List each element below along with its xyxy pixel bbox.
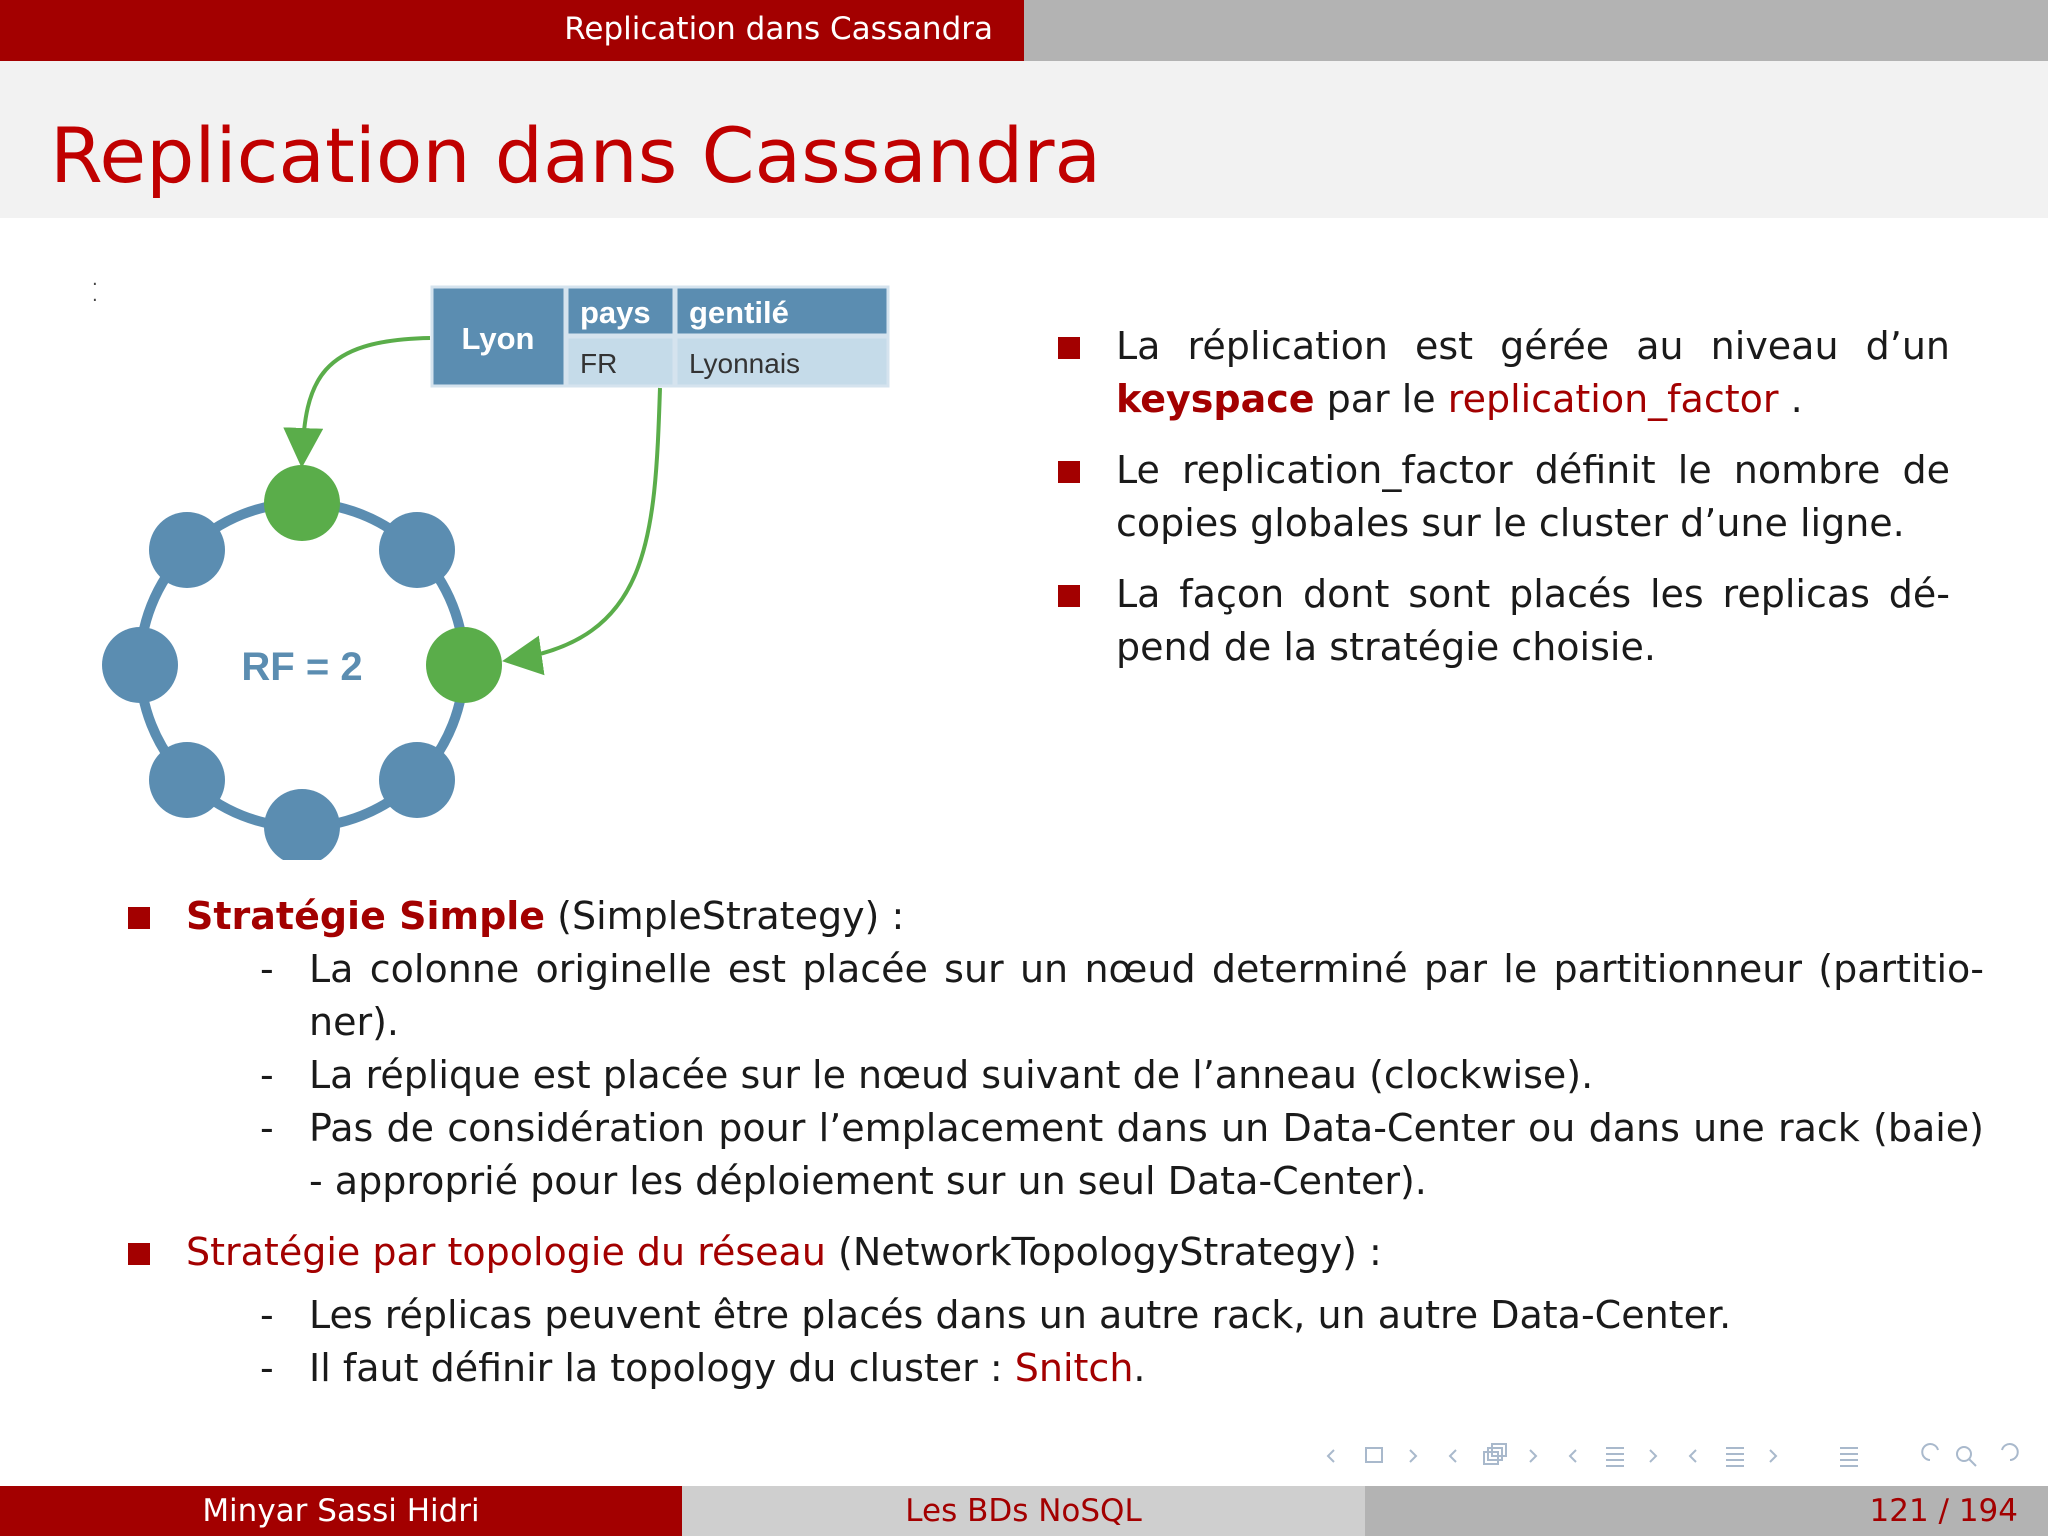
sub-item-text: Les réplicas peuvent être placés dans un autre rack, un autre Data-Center. [309,1293,1732,1337]
replication-factor-link[interactable]: replication_factor [1447,377,1779,421]
nav-next-icon[interactable] [1530,1450,1536,1462]
bullet-text: Le replication_factor définit le nombre de copies globales sur le cluster d’une ligne. [1116,448,1950,545]
sub-item-text: . [1133,1346,1146,1390]
ring-node [149,742,225,818]
sub-item: - Les réplicas peuvent être placés dans un autre rack, un autre Data-Center. [260,1293,1732,1337]
ring-node [102,627,178,703]
sub-item: - Il faut définir la topology du cluster : Snitch. [260,1346,1146,1390]
footer-course: Les BDs NoSQL [682,1486,1365,1536]
title-box [0,61,2048,218]
strategy-simple [128,890,1984,943]
sub-item-text: La colonne originelle est placée sur un nœud determiné par le partitionneur (partitioner). [309,947,1984,1044]
bullet-square [1058,337,1080,359]
footer [0,1486,2048,1536]
footer-author: Minyar Sassi Hidri [0,1486,682,1536]
bullet-item [1058,568,1950,674]
bullet-square [128,1243,150,1265]
bullet-square [128,907,150,929]
nav-next-icon[interactable] [1650,1450,1656,1462]
nav-toc-icon[interactable] [1840,1448,1858,1466]
header-section-title[interactable]: Replication dans Cassandra [0,0,1024,61]
stray-dots: . . [92,269,98,306]
bullet-square [1058,585,1080,607]
nav-redo-icon[interactable] [2002,1444,2018,1460]
bullet-text: La réplication est gérée au niveau d’un [1116,324,1950,368]
keyword-keyspace: keyspace [1116,377,1315,421]
bullet-text: . [1778,377,1803,421]
replica-node [264,465,340,541]
replica-arrow [510,388,660,660]
nav-undo-icon[interactable] [1922,1444,1938,1460]
bullet-square [1058,461,1080,483]
column-name: pays [580,295,651,330]
strategy-list [128,890,1984,1395]
strategy-class: (NetworkTopologyStrategy) : [825,1230,1382,1274]
strategy-network-topology [128,1226,1984,1279]
ring-node [379,512,455,588]
nav-prev-icon[interactable] [1328,1450,1334,1462]
replica-arrow [302,338,430,460]
ring-node [149,512,225,588]
footer-page-number: 121 / 194 [1365,1486,2048,1536]
nav-next-icon[interactable] [1410,1450,1416,1462]
bullet-item [1058,320,1950,426]
snitch-link[interactable]: Snitch [1014,1346,1134,1390]
ring-node [379,742,455,818]
nav-prev-icon[interactable] [1690,1450,1696,1462]
header-bar [0,0,2048,61]
nav-document-icon[interactable] [1726,1448,1744,1466]
nav-search-icon[interactable] [1957,1447,1971,1461]
page-title: Replication dans Cassandra [50,111,1102,200]
nav-prev-icon[interactable] [1570,1450,1576,1462]
sub-item-text: Il faut définir la topology du cluster : [309,1346,1015,1390]
strategy-title: Stratégie Simple [186,894,546,938]
nav-frame-icon[interactable] [1366,1448,1382,1462]
sub-item-text: La réplique est placée sur le nœud suivant de l’anneau (clockwise). [309,1053,1594,1097]
bullet-text: La façon dont sont placés les replicas dépend de la stratégie choisie. [1116,572,1950,669]
rf-label: RF = 2 [241,645,363,689]
ring-node [264,789,340,860]
nav-section-icon[interactable] [1606,1448,1624,1466]
sub-item: - La colonne originelle est placée sur un nœud determiné par le partitionneur (partitioner). [260,947,1984,1044]
sub-item-text: Pas de considération pour l’emplacement dans un Data-Center ou dans une rack (baie) - approprié pour les déploiement sur un seul Data-Center). [309,1106,1984,1203]
row-table [432,287,888,386]
strategy-title[interactable]: Stratégie par topologie du réseau [186,1230,826,1274]
right-bullet-list [1058,320,1950,692]
strategy-class: (SimpleStrategy) : [545,894,905,938]
replica-node [426,627,502,703]
sub-item: - Pas de considération pour l’emplacement dans un Data-Center ou dans une rack (baie) - approprié pour les déploiement sur un seul Data-Center). [260,1106,1984,1203]
bullet-text: par le [1314,377,1448,421]
beamer-navigation [1320,1436,2030,1476]
sub-item: - La réplique est placée sur le nœud suivant de l’anneau (clockwise). [260,1053,1594,1097]
nav-next-icon[interactable] [1770,1450,1776,1462]
column-name: gentilé [689,295,789,330]
column-value: FR [580,348,618,379]
column-value: Lyonnais [689,348,801,379]
replication-ring-diagram [100,280,900,860]
bullet-item [1058,444,1950,550]
row-key: Lyon [461,321,535,356]
nav-prev-icon[interactable] [1450,1450,1456,1462]
